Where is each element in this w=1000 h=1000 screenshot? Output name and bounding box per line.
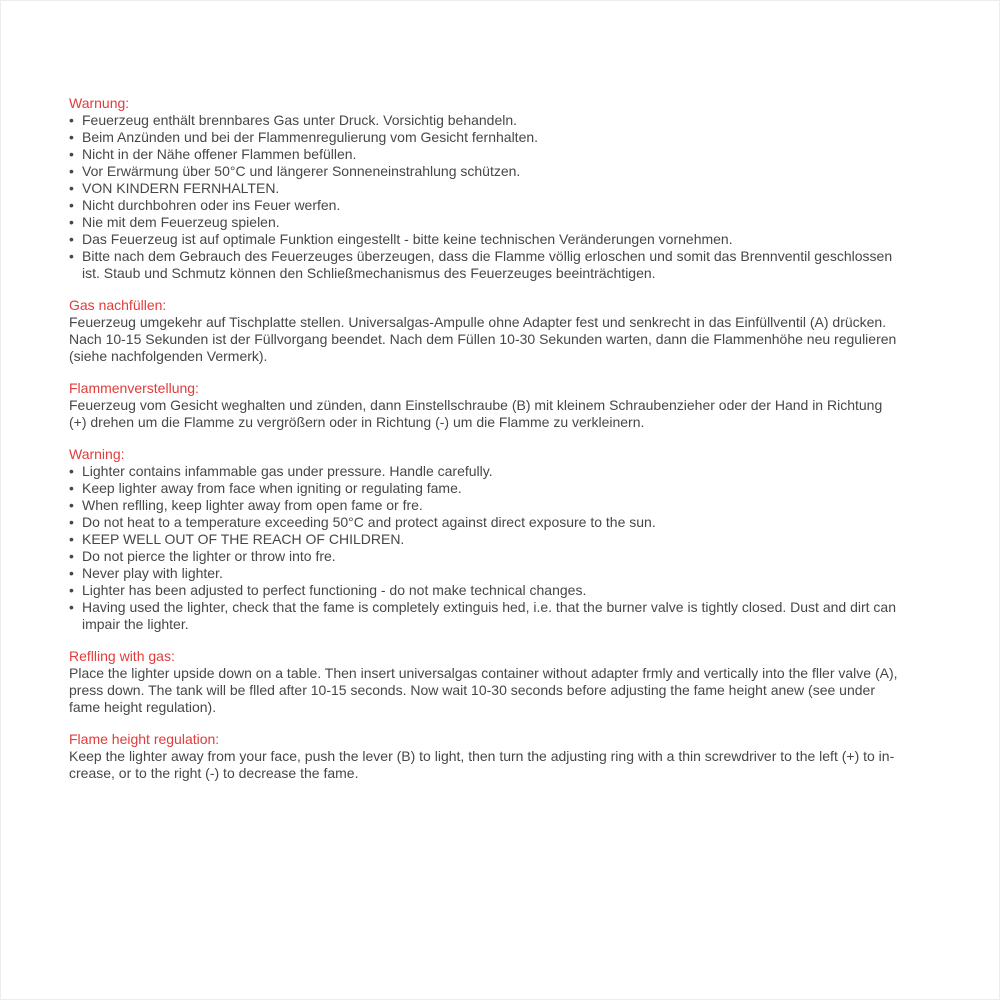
section-heading-warnung-de: Warnung: — [69, 95, 130, 111]
section-heading-refilling-with-gas: Reflling with gas: — [69, 648, 175, 664]
gas-nachfuellen-text: Feuerzeug umgekehr auf Tischplatte stellen. Universalgas-Ampulle ohne Adapter fest und senkrecht in das Einfüllventil (A) drücken. Nach 10-15 Sekunden ist der Füllvorgang beendet. Nach dem Füllen 10-30 Sekunden warten, dann die Flammenhöhe neu regulieren (siehe nachfolgenden Vermerk). — [69, 314, 897, 364]
list-item: • When reflling, keep lighter away from open fame or fre. — [69, 497, 903, 514]
section-heading-flame-height-regulation: Flame height regulation: — [69, 731, 220, 747]
list-item: • Having used the lighter, check that the fame is completely extinguis hed, i.e. that the burner valve is tightly closed. Dust and dirt can impair the lighter. — [69, 599, 903, 633]
section-warnung-de — [69, 95, 903, 282]
list-item: • Do not heat to a temperature exceeding 50°C and protect against direct exposure to the sun. — [69, 514, 903, 531]
list-item: • Das Feuerzeug ist auf optimale Funktion eingestellt - bitte keine technischen Veränderungen vornehmen. — [69, 231, 903, 248]
section-refilling-with-gas — [69, 648, 903, 716]
flame-height-regulation-text: Keep the lighter away from your face, push the lever (B) to light, then turn the adjusting ring with a thin screwdriver to the left (+) to in-crease, or to the right (-) to decrease the fame. — [69, 748, 895, 781]
refilling-with-gas-text: Place the lighter upside down on a table. Then insert universalgas container without adapter frmly and vertically into the fller valve (A), press down. The tank will be flled after 10-15 seconds. Now wait 10-30 seconds before adjusting the fame height anew (see under fame height regulation). — [69, 665, 898, 715]
list-item: • Lighter contains infammable gas under pressure. Handle carefully. — [69, 463, 903, 480]
flammenverstellung-text: Feuerzeug vom Gesicht weghalten und zünden, dann Einstellschraube (B) mit kleinem Schraubenzieher oder der Hand in Richtung (+) drehen um die Flamme zu vergrößern oder in Richtung (-) um die Flamme zu verkleinern. — [69, 397, 883, 430]
list-item: • Nicht in der Nähe offener Flammen befüllen. — [69, 146, 903, 163]
section-warning-en — [69, 446, 903, 633]
instruction-sheet-content — [69, 95, 903, 782]
list-item: • Never play with lighter. — [69, 565, 903, 582]
warnung-de-bullet-list — [69, 112, 903, 282]
list-item: • Beim Anzünden und bei der Flammenregulierung vom Gesicht fernhalten. — [69, 129, 903, 146]
section-flame-height-regulation — [69, 731, 903, 782]
list-item: • KEEP WELL OUT OF THE REACH OF CHILDREN. — [69, 531, 903, 548]
list-item: • Nie mit dem Feuerzeug spielen. — [69, 214, 903, 231]
section-heading-gas-nachfuellen: Gas nachfüllen: — [69, 297, 167, 313]
section-gas-nachfuellen — [69, 297, 903, 365]
list-item: • Vor Erwärmung über 50°C und längerer Sonneneinstrahlung schützen. — [69, 163, 903, 180]
section-heading-warning-en: Warning: — [69, 446, 125, 462]
section-flammenverstellung — [69, 380, 903, 431]
list-item: • Lighter has been adjusted to perfect functioning - do not make technical changes. — [69, 582, 903, 599]
list-item: • Bitte nach dem Gebrauch des Feuerzeuges überzeugen, dass die Flamme völlig erloschen und somit das Brennventil geschlossen ist. Staub und Schmutz können den Schließmechanismus des Feuerzeuges beeinträchtigen. — [69, 248, 903, 282]
warning-en-bullet-list — [69, 463, 903, 633]
section-heading-flammenverstellung: Flammenverstellung: — [69, 380, 199, 396]
list-item: • Feuerzeug enthält brennbares Gas unter Druck. Vorsichtig behandeln. — [69, 112, 903, 129]
list-item: • VON KINDERN FERNHALTEN. — [69, 180, 903, 197]
list-item: • Keep lighter away from face when igniting or regulating fame. — [69, 480, 903, 497]
list-item: • Do not pierce the lighter or throw into fre. — [69, 548, 903, 565]
list-item: • Nicht durchbohren oder ins Feuer werfen. — [69, 197, 903, 214]
